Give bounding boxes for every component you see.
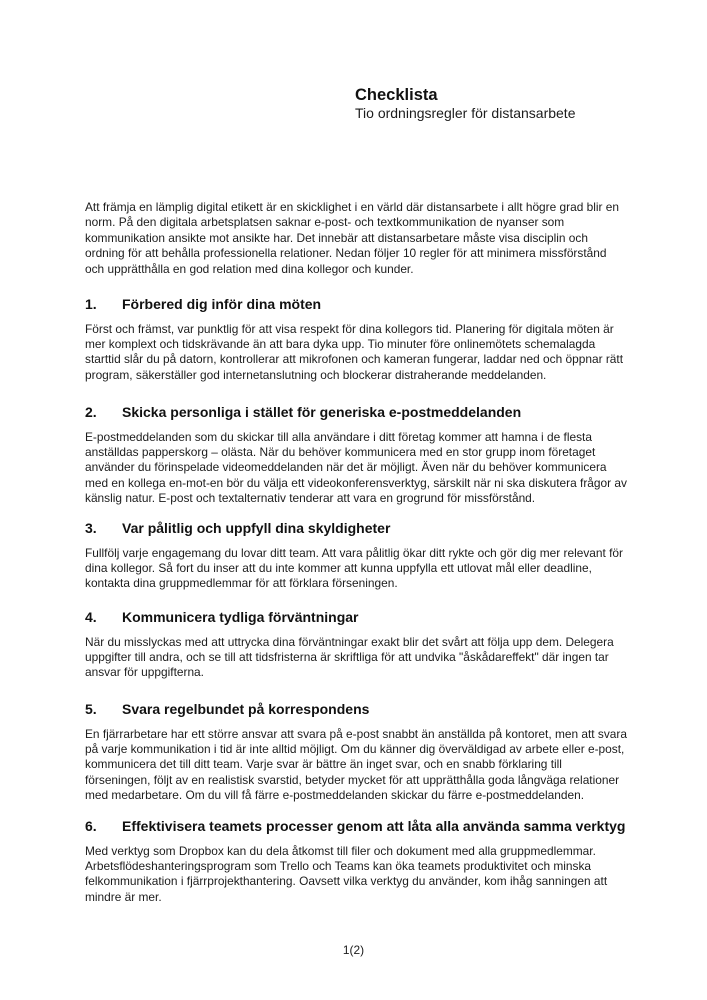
rule-body-text: E-postmeddelanden som du skickar till alla användare i ditt företag kommer att hamna i de flesta anställdas papperskorg – olästa. När du behöver kommunicera med en stor grupp inom företaget använder du förinspelade videomeddelanden när det är möjligt. Även när du behöver kommunicera med en kollega en-mot-en bör du välja ett videokonferensverktyg, särskilt när ni ska diskutera frågor av känslig natur. E-post och textalternativ tenderar att vara en grogrund för missförstånd. xyxy=(85,429,627,506)
rule-heading-row xyxy=(85,701,628,719)
rule-section-6 xyxy=(85,818,628,905)
rule-number: 1. xyxy=(85,296,97,312)
rule-heading-row xyxy=(85,520,628,538)
rule-number: 3. xyxy=(85,520,97,536)
rule-body-text: Fullfölj varje engagemang du lovar ditt team. Att vara pålitlig ökar ditt rykte och gör dig mer relevant för dina kollegor. Så fort du inser att du inte kommer att kunna uppfylla ett utlovat mål eller deadline, kontakta dina gruppmedlemmar för att förklara förseningen. xyxy=(85,545,623,591)
page-title: Checklista xyxy=(355,86,438,104)
rule-section-5 xyxy=(85,701,628,804)
page-footer xyxy=(0,943,707,958)
rule-body-text: Först och främst, var punktlig för att visa respekt för dina kollegors tid. Planering för digitala möten är mer komplext och tidskrävande än att bara dyka upp. Tio minuter före onlinemötets schemalagda starttid slår du på datorn, kontrollerar att mikrofonen och kameran fungerar, laddar ned och öppnar rätt program, säkerställer god internetanslutning och blockerar distraherande meddelanden. xyxy=(85,321,624,382)
rule-heading-text: Var pålitlig och uppfyll dina skyldigheter xyxy=(122,520,391,536)
rule-section-1 xyxy=(85,296,628,383)
rule-heading-text: Skicka personliga i stället för generiska e-postmeddelanden xyxy=(122,404,522,420)
title-block xyxy=(355,85,576,122)
rule-number: 2. xyxy=(85,404,97,420)
rule-number: 5. xyxy=(85,701,97,717)
rule-section-4 xyxy=(85,609,628,681)
rule-heading-row xyxy=(85,609,628,627)
intro-paragraph: Att främja en lämplig digital etikett är en skicklighet i en värld där distansarbete i allt högre grad blir en norm. På den digitala arbetsplatsen saknar e-post- och textkommunikation de nyanser som kommunikation ansikte mot ansikte har. Det innebär att distansarbetare måste visa disciplin och ordning för att behålla professionella relationer. Nedan följer 10 regler för att minimera missförstånd och upprätthålla en god relation med dina kollegor och kunder. xyxy=(85,200,620,276)
rule-heading-row xyxy=(85,296,628,314)
rule-number: 4. xyxy=(85,609,97,625)
rule-heading-text: Svara regelbundet på korrespondens xyxy=(122,701,370,717)
page-subtitle: Tio ordningsregler för distansarbete xyxy=(355,105,576,121)
rule-heading-row xyxy=(85,404,628,422)
rule-section-2 xyxy=(85,404,628,507)
rule-heading-text: Förbered dig inför dina möten xyxy=(122,296,322,312)
rule-body-text: När du misslyckas med att uttrycka dina förväntningar exakt blir det svårt att följa upp dem. Delegera uppgifter till andra, och se till att tidsfristerna är skriftliga för att undvika "åskådareffekt" där ingen tar ansvar för uppgifterna. xyxy=(85,634,614,680)
rule-heading-text: Effektivisera teamets processer genom att låta alla använda samma verktyg xyxy=(122,818,626,834)
rule-number: 6. xyxy=(85,818,97,834)
rule-body-text: En fjärrarbetare har ett större ansvar att svara på e-post snabbt än anställda på kontoret, men att svara på varje kommunikation i tid är inte alltid möjligt. Om du känner dig överväldigad av arbete eller e-post, kommunicera det till ditt team. Varje svar är bättre än inget svar, och en snabb förklaring till förseningen, följt av en realistisk svarstid, betyder mycket för att upprätthålla goda långväga relationer med medarbetare. Om du vill få färre e-postmeddelanden skickar du färre e-postmeddelanden. xyxy=(85,726,627,803)
rule-heading-text: Kommunicera tydliga förväntningar xyxy=(122,609,359,625)
rule-body-text: Med verktyg som Dropbox kan du dela åtkomst till filer och dokument med alla gruppmedlemmar. Arbetsflödeshanteringsprogram som Trello och Teams kan öka teamets produktivitet och minska felkommunikation i fjärrprojekthantering. Oavsett vilka verktyg du använder, kom ihåg sanningen att mindre är mer. xyxy=(85,843,608,904)
page-number: 1(2) xyxy=(342,943,365,957)
rule-heading-row xyxy=(85,818,628,836)
rule-section-3 xyxy=(85,520,628,592)
